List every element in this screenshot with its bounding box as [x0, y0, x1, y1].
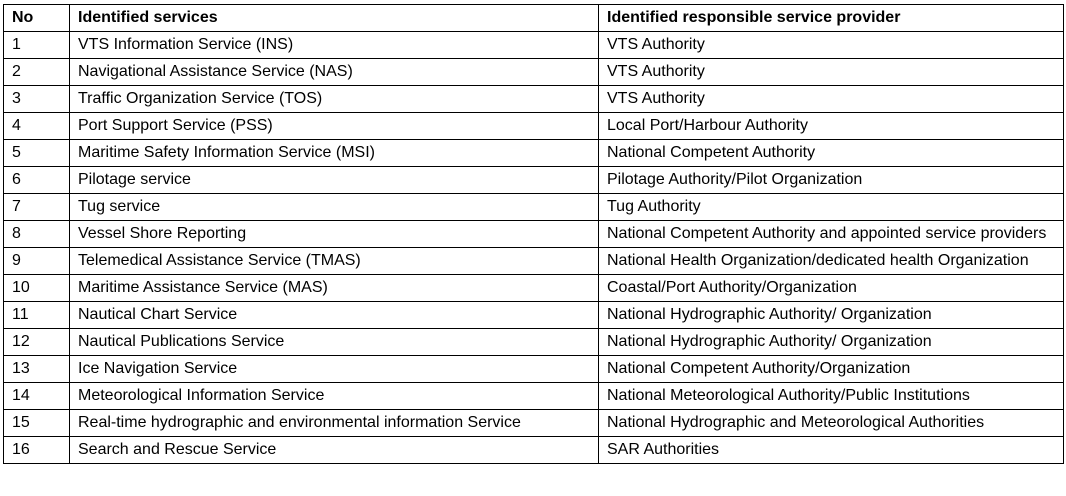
cell-service: Navigational Assistance Service (NAS)	[70, 59, 599, 86]
cell-no: 15	[4, 410, 70, 437]
cell-no: 2	[4, 59, 70, 86]
table-row	[4, 113, 1064, 140]
table-header-row	[4, 5, 1064, 32]
header-provider: Identified responsible service provider	[599, 5, 1064, 32]
cell-service: Nautical Chart Service	[70, 302, 599, 329]
cell-provider: VTS Authority	[599, 59, 1064, 86]
cell-provider: National Hydrographic Authority/ Organization	[599, 302, 1064, 329]
table-row	[4, 140, 1064, 167]
cell-no: 1	[4, 32, 70, 59]
cell-no: 13	[4, 356, 70, 383]
cell-provider: SAR Authorities	[599, 437, 1064, 464]
cell-no: 12	[4, 329, 70, 356]
cell-service: Search and Rescue Service	[70, 437, 599, 464]
table-body	[4, 32, 1064, 464]
cell-service: Real-time hydrographic and environmental information Service	[70, 410, 599, 437]
cell-service: Pilotage service	[70, 167, 599, 194]
services-table	[3, 4, 1064, 464]
cell-service: VTS Information Service (INS)	[70, 32, 599, 59]
cell-service: Tug service	[70, 194, 599, 221]
table-row	[4, 383, 1064, 410]
cell-provider: Pilotage Authority/Pilot Organization	[599, 167, 1064, 194]
table-row	[4, 167, 1064, 194]
cell-service: Nautical Publications Service	[70, 329, 599, 356]
cell-service: Telemedical Assistance Service (TMAS)	[70, 248, 599, 275]
cell-provider: National Competent Authority and appointed service providers	[599, 221, 1064, 248]
cell-provider: National Meteorological Authority/Public Institutions	[599, 383, 1064, 410]
cell-provider: Tug Authority	[599, 194, 1064, 221]
cell-no: 5	[4, 140, 70, 167]
table-row	[4, 302, 1064, 329]
cell-no: 11	[4, 302, 70, 329]
cell-no: 4	[4, 113, 70, 140]
table-row	[4, 194, 1064, 221]
table-row	[4, 410, 1064, 437]
cell-provider: National Competent Authority/Organization	[599, 356, 1064, 383]
cell-service: Maritime Safety Information Service (MSI)	[70, 140, 599, 167]
cell-provider: VTS Authority	[599, 32, 1064, 59]
cell-no: 6	[4, 167, 70, 194]
table-row	[4, 329, 1064, 356]
table-row	[4, 437, 1064, 464]
cell-service: Meteorological Information Service	[70, 383, 599, 410]
cell-provider: National Health Organization/dedicated health Organization	[599, 248, 1064, 275]
cell-provider: Coastal/Port Authority/Organization	[599, 275, 1064, 302]
cell-no: 10	[4, 275, 70, 302]
cell-service: Traffic Organization Service (TOS)	[70, 86, 599, 113]
cell-provider: Local Port/Harbour Authority	[599, 113, 1064, 140]
table-row	[4, 275, 1064, 302]
cell-service: Ice Navigation Service	[70, 356, 599, 383]
cell-service: Maritime Assistance Service (MAS)	[70, 275, 599, 302]
cell-no: 3	[4, 86, 70, 113]
cell-no: 9	[4, 248, 70, 275]
cell-provider: National Hydrographic and Meteorological Authorities	[599, 410, 1064, 437]
cell-service: Port Support Service (PSS)	[70, 113, 599, 140]
table-row	[4, 356, 1064, 383]
cell-no: 14	[4, 383, 70, 410]
table-row	[4, 248, 1064, 275]
header-no: No	[4, 5, 70, 32]
cell-no: 8	[4, 221, 70, 248]
cell-service: Vessel Shore Reporting	[70, 221, 599, 248]
cell-no: 16	[4, 437, 70, 464]
table-row	[4, 59, 1064, 86]
header-service: Identified services	[70, 5, 599, 32]
table-row	[4, 221, 1064, 248]
cell-provider: National Hydrographic Authority/ Organization	[599, 329, 1064, 356]
table-row	[4, 32, 1064, 59]
table-row	[4, 86, 1064, 113]
cell-provider: National Competent Authority	[599, 140, 1064, 167]
cell-provider: VTS Authority	[599, 86, 1064, 113]
cell-no: 7	[4, 194, 70, 221]
